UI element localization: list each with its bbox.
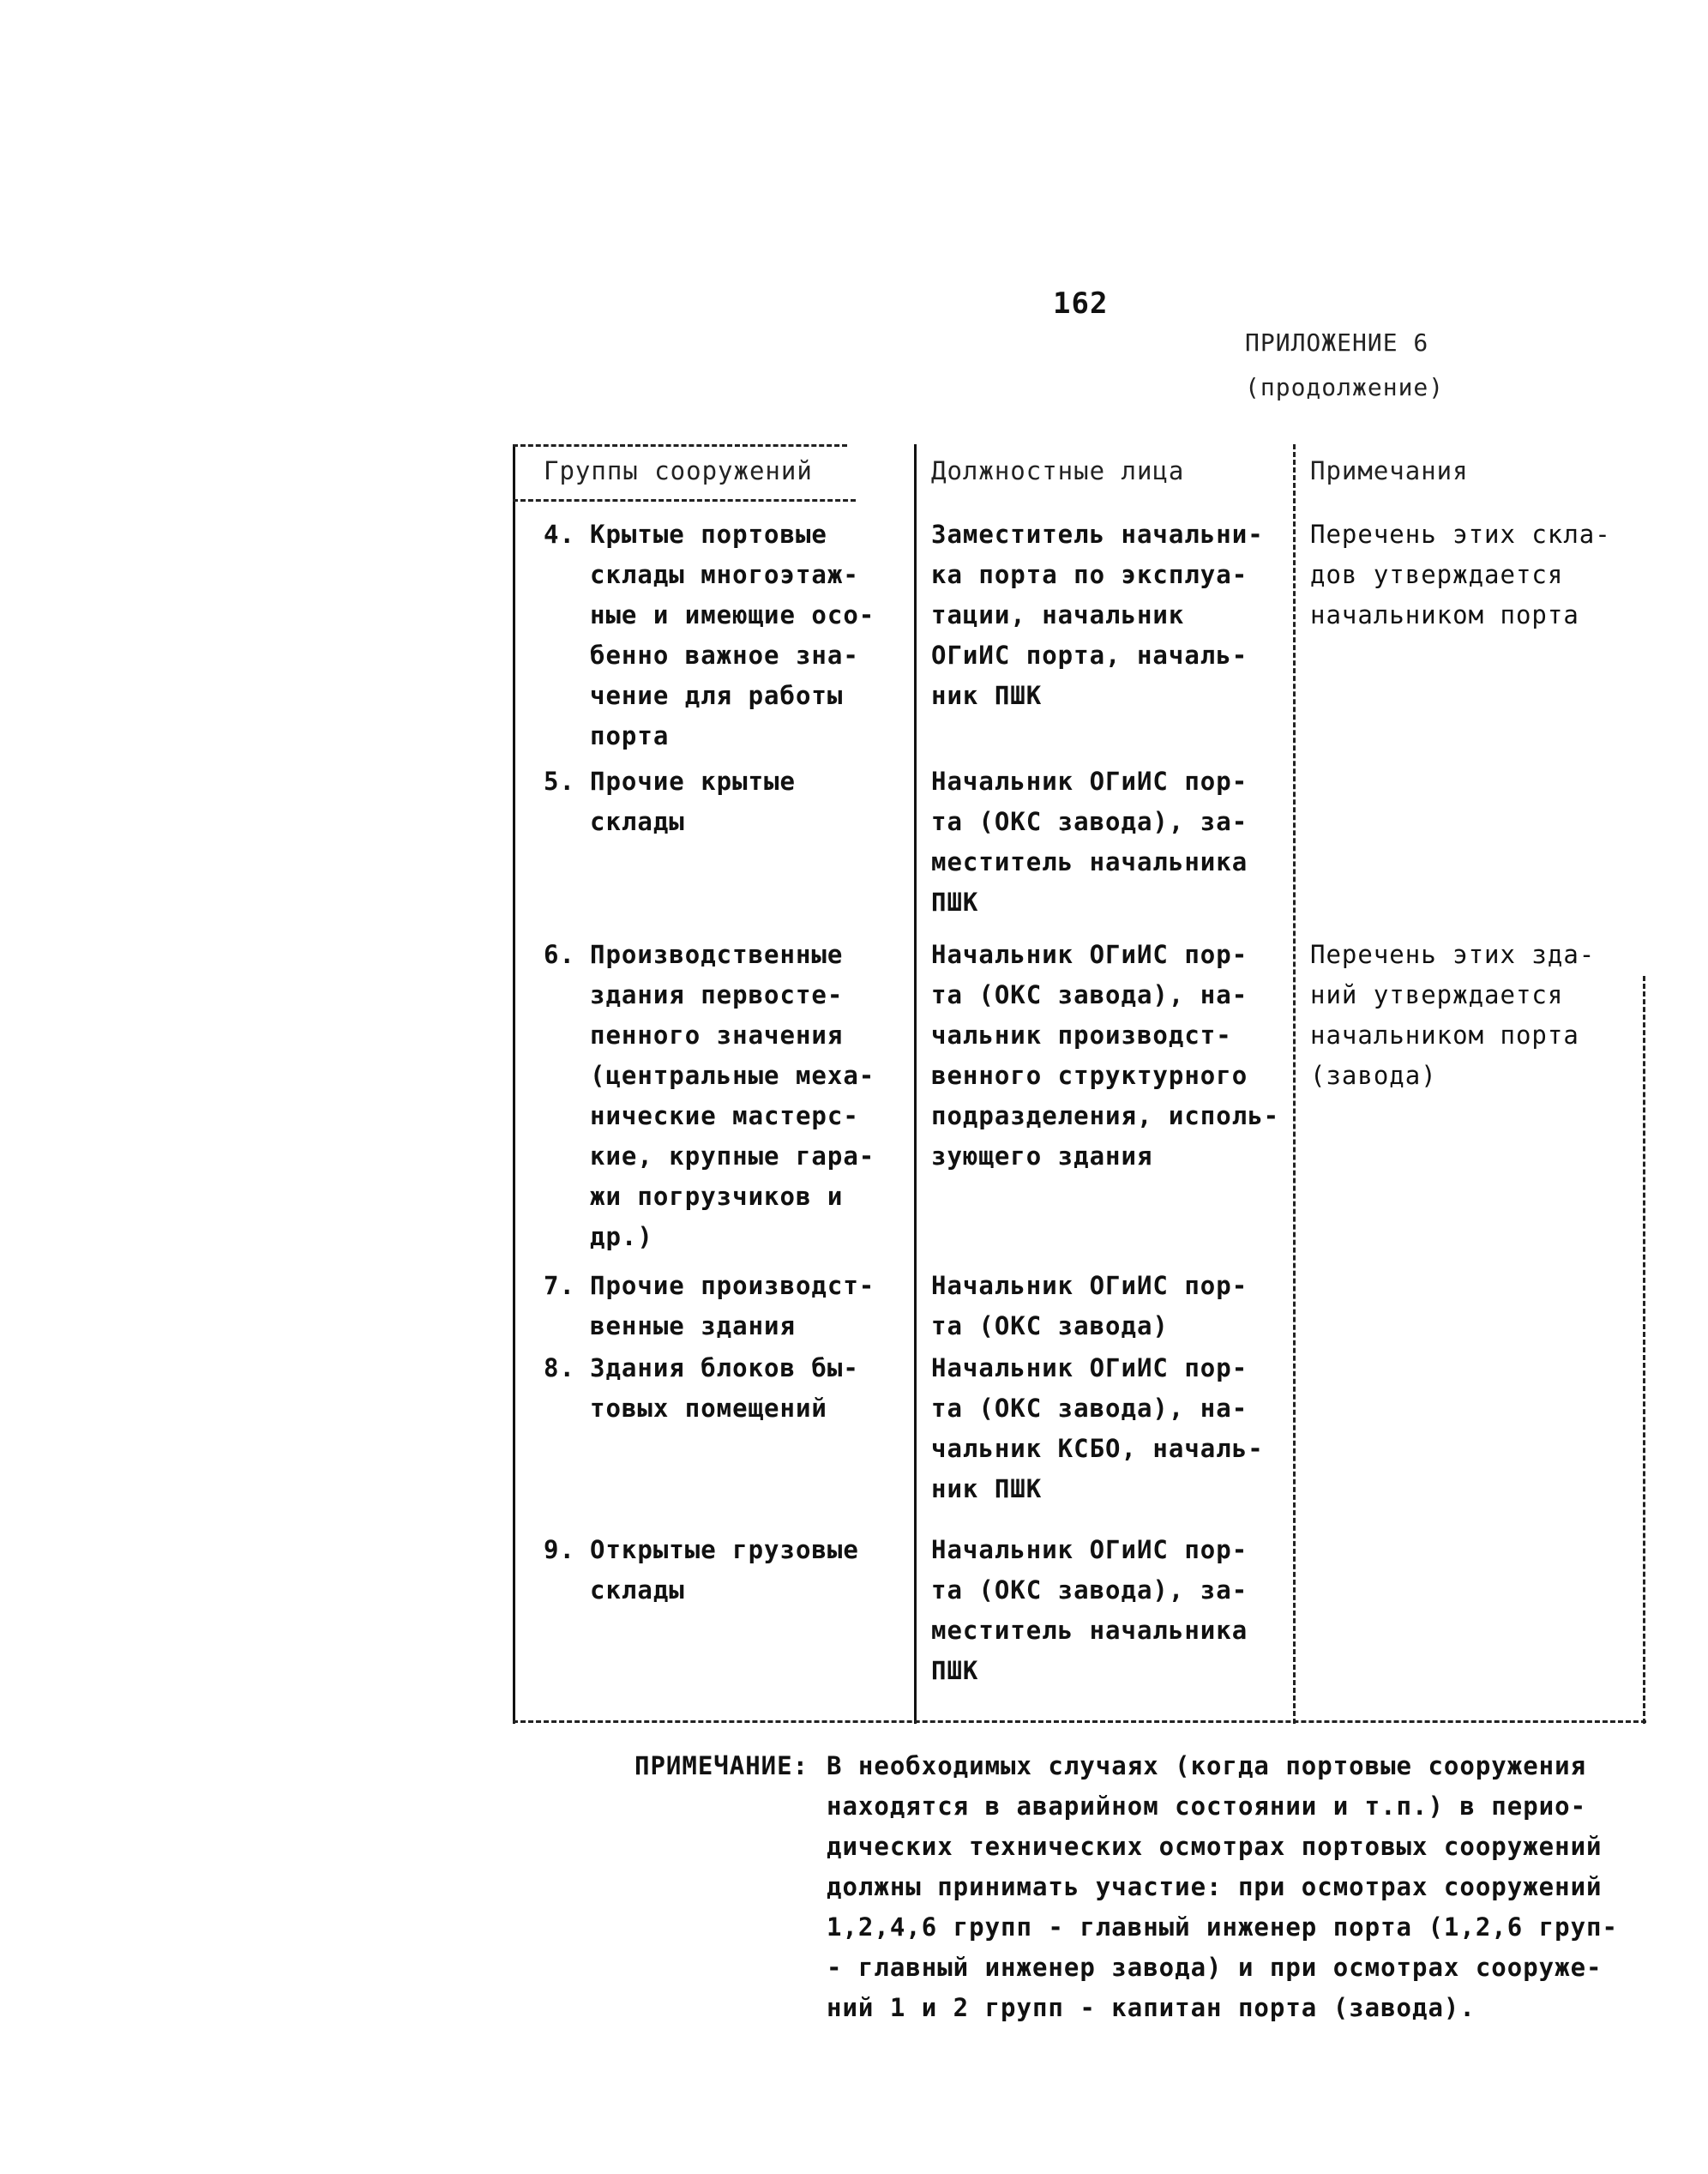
- row-4-group: Крытые портовые склады многоэтаж- ные и имеющие осо- бенно важное зна- чение для работы порта: [590, 520, 875, 750]
- row-7-number: 7.: [544, 1271, 575, 1300]
- header-bottom-rule: [513, 499, 856, 502]
- appendix-heading: [1245, 321, 1444, 410]
- header-groups: Группы сооружений: [544, 456, 813, 485]
- header-notes: Примечания: [1310, 456, 1469, 485]
- table-right-border: [1643, 976, 1645, 1724]
- row-9-officials: Начальник ОГиИС пор- та (ОКС завода), за- меститель начальника ПШК: [931, 1535, 1248, 1685]
- appendix-subtitle: (продолжение): [1245, 373, 1445, 401]
- row-5-officials: Начальник ОГиИС пор- та (ОКС завода), за- меститель начальника ПШК: [931, 767, 1248, 917]
- row-7-officials: Начальник ОГиИС пор- та (ОКС завода): [931, 1271, 1248, 1340]
- table-column-divider-1: [914, 444, 917, 1724]
- row-8-group: Здания блоков бы- товых помещений: [590, 1353, 859, 1423]
- structures-table: [513, 444, 1646, 1724]
- row-5-group: Прочие крытые склады: [590, 767, 796, 836]
- row-4-note: Перечень этих скла- дов утверждается начальником порта: [1310, 520, 1611, 629]
- row-6-officials: Начальник ОГиИС пор- та (ОКС завода), на- чальник производст- венного структурного подразделения, исполь- зующего здания: [931, 940, 1280, 1171]
- page-number: 162: [1053, 286, 1109, 321]
- header-officials: Должностные лица: [931, 456, 1185, 485]
- row-5-number: 5.: [544, 767, 575, 796]
- remark-text: В необходимых случаях (когда портовые сооружения находятся в аварийном состоянии и т.п.) в перио- дических технических осмотрах портовых сооружений должны принимать участие: при осмотрах сооружений 1,2,4,6 групп - главный инженер порта (1,2,6 груп- - главный инженер завода) и при осмотрах сооруже- ний 1 и 2 групп - капитан порта (завода).: [827, 1751, 1618, 2022]
- table-bottom-rule: [513, 1720, 1646, 1723]
- row-6-note: Перечень этих зда- ний утверждается начальником порта (завода): [1310, 940, 1596, 1090]
- row-8-officials: Начальник ОГиИС пор- та (ОКС завода), на- чальник КСБО, началь- ник ПШК: [931, 1353, 1264, 1503]
- row-8-number: 8.: [544, 1353, 575, 1382]
- table-left-border: [513, 444, 515, 1724]
- row-6-group: Производственные здания первосте- пенного значения (центральные меха- нические мастерс- кие, крупные гара- жи погрузчиков и др.): [590, 940, 875, 1251]
- row-6-number: 6.: [544, 940, 575, 969]
- row-9-group: Открытые грузовые склады: [590, 1535, 859, 1605]
- row-7-group: Прочие производст- венные здания: [590, 1271, 875, 1340]
- remark-label: ПРИМЕЧАНИЕ:: [634, 1751, 809, 1780]
- row-4-officials: Заместитель начальни- ка порта по эксплуа- тации, начальник ОГиИС порта, началь- ник ПШК: [931, 520, 1264, 710]
- row-9-number: 9.: [544, 1535, 575, 1564]
- table-column-divider-2: [1293, 444, 1296, 1724]
- table-top-rule: [513, 444, 847, 447]
- appendix-title: ПРИЛОЖЕНИЕ 6: [1245, 328, 1429, 357]
- row-4-number: 4.: [544, 520, 575, 549]
